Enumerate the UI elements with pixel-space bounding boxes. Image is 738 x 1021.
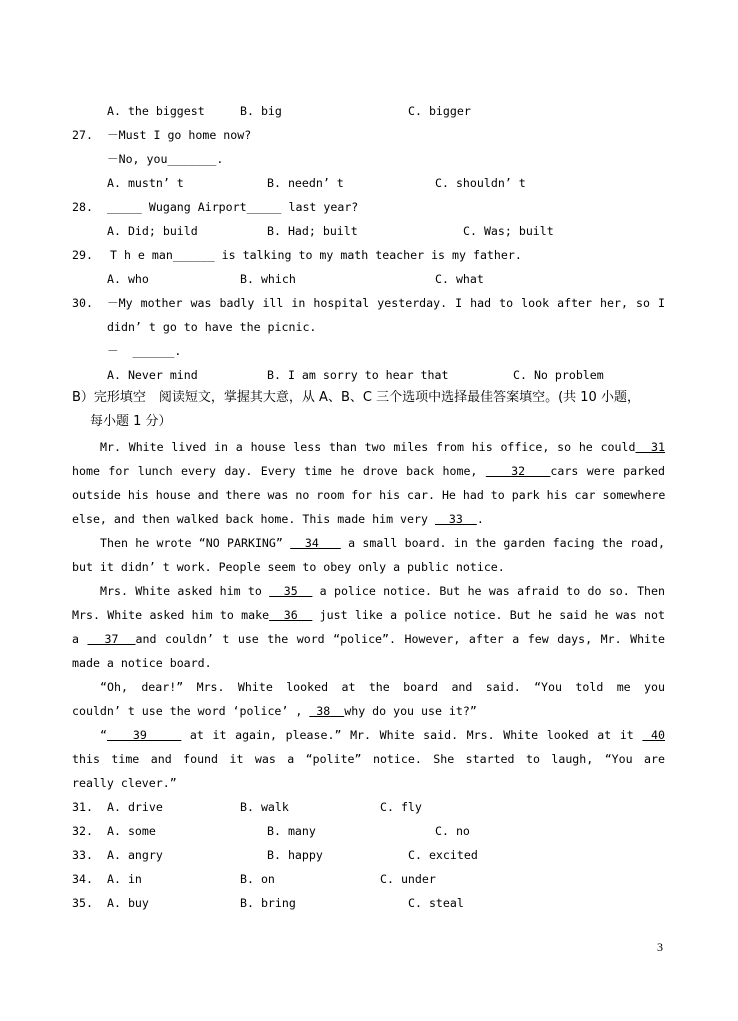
option-b: B. on (240, 872, 275, 886)
answer-blank: 31 (635, 440, 666, 454)
answer-blank: 39 (106, 728, 182, 742)
passage-line (100, 583, 665, 599)
choice-row (0, 823, 738, 839)
answer-blank: _______ (167, 152, 217, 166)
option-c: C. steal (408, 896, 464, 910)
passage-text: at it again, please.” Mr. White said. Mrs. White looked at it (181, 728, 643, 742)
answer-prefix: －No, you (107, 152, 168, 166)
option-a: A. some (107, 824, 156, 838)
passage-text: Then he wrote “NO PARKING” (100, 536, 291, 550)
question-number: 27. (72, 128, 93, 142)
passage-text: couldn’ t use the word ‘police’ , (72, 704, 310, 718)
option-a: A. Never mind (107, 368, 198, 382)
answer-line: － ______. (107, 344, 182, 358)
option-b: B. big (240, 104, 282, 118)
passage-text: . (476, 512, 484, 526)
question-number: 30. (72, 296, 93, 310)
passage-text: just like a police notice. But he said he was not (312, 608, 665, 622)
choice-row (0, 847, 738, 863)
question-text: T h e man______ is talking to my math teacher is my father. (110, 248, 522, 262)
question-number: 29. (72, 248, 93, 262)
option-a: A. who (107, 272, 149, 286)
option-b: B. needn’ t (267, 176, 344, 190)
passage-text: and couldn’ t use the word “police”. However, after a few days, Mr. White (135, 632, 665, 646)
passage-text: really clever.” (72, 776, 177, 790)
option-b: B. which (240, 272, 296, 286)
q27-options (0, 175, 738, 191)
option-c: C. No problem (513, 368, 604, 382)
option-c: C. what (435, 272, 484, 286)
choice-row (0, 871, 738, 887)
option-a: A. mustn’ t (107, 176, 184, 190)
question-number: 28. (72, 200, 93, 214)
passage-text: this time and found it was a “polite” notice. She started to laugh, “You are (72, 752, 665, 766)
passage-text: cars were parked (550, 464, 665, 478)
passage-line (72, 487, 665, 503)
q26-options (0, 103, 738, 119)
choice-row (0, 895, 738, 911)
answer-blank: 33 (434, 512, 477, 526)
option-a: A. in (107, 872, 142, 886)
q29-options (0, 271, 738, 287)
option-c: C. excited (408, 848, 478, 862)
passage-text: but it didn’ t work. People seem to obey only a public notice. (72, 560, 505, 574)
page-number: 3 (657, 940, 663, 954)
passage-text: Mrs. White asked him to make (72, 608, 270, 622)
option-a: A. the biggest (107, 104, 205, 118)
question-text: －My mother was badly ill in hospital yesterday. I had to look after her, so I (107, 296, 665, 310)
answer-line (107, 151, 223, 167)
passage-line (72, 607, 665, 623)
section-heading-continued: 每小题 1 分） (90, 414, 172, 429)
passage-text: home for lunch every day. Every time he drove back home, (72, 464, 486, 478)
answer-blank: 35 (269, 584, 313, 598)
option-b: B. happy (267, 848, 323, 862)
option-c: C. shouldn’ t (435, 176, 526, 190)
answer-blank: 36 (269, 608, 313, 622)
passage-text: Mr. White lived in a house less than two miles from his office, so he could (100, 440, 636, 454)
option-b: B. many (267, 824, 316, 838)
option-b: B. I am sorry to hear that (267, 368, 449, 382)
answer-blank: 38 (309, 704, 345, 718)
passage-text: Mrs. White asked him to (100, 584, 270, 598)
q30-options (0, 367, 738, 383)
passage-line (72, 703, 477, 719)
passage-line (100, 535, 665, 551)
option-c: C. under (380, 872, 436, 886)
section-heading: B）完形填空 阅读短文，掌握其大意，从 A、B、C 三个选项中选择最佳答案填空。(共 10 小题， (72, 390, 640, 405)
passage-line (72, 511, 484, 527)
passage-line (72, 559, 505, 575)
question-text-continued: didn’ t go to have the picnic. (107, 320, 317, 334)
option-c: C. no (435, 824, 470, 838)
answer-suffix: . (216, 152, 224, 166)
question-number: 32. (72, 824, 93, 838)
question-number: 31. (72, 800, 93, 814)
question-number: 33. (72, 848, 93, 862)
answer-blank: 40 (642, 728, 665, 742)
passage-line (100, 679, 665, 695)
option-a: A. angry (107, 848, 163, 862)
option-c: C. bigger (408, 104, 471, 118)
passage-text: else, and then walked back home. This made him very (72, 512, 435, 526)
passage-text: a small board. in the garden facing the road, (340, 536, 665, 550)
choice-row (0, 799, 738, 815)
passage-text: why do you use it?” (344, 704, 477, 718)
q28-options (0, 223, 738, 239)
passage-text: outside his house and there was no room for his car. He had to park his car somewhere (72, 488, 666, 502)
answer-blank: 37 (87, 632, 136, 646)
passage-line (72, 775, 177, 791)
passage-line (72, 463, 665, 479)
passage-text: made a notice board. (72, 656, 212, 670)
passage-line (72, 751, 665, 767)
passage-text: “Oh, dear!” Mrs. White looked at the board and said. “You told me you (100, 680, 665, 694)
passage-line (72, 655, 212, 671)
passage-text: a (72, 632, 88, 646)
option-c: C. fly (380, 800, 422, 814)
option-b: B. bring (240, 896, 296, 910)
passage-line (72, 631, 665, 647)
question-text: _____ Wugang Airport_____ last year? (107, 200, 359, 214)
passage-text: “ (100, 728, 107, 742)
option-a: A. buy (107, 896, 149, 910)
passage-line (100, 439, 665, 455)
answer-blank: 34 (290, 536, 341, 550)
question-text: －Must I go home now? (107, 128, 252, 142)
option-c: C. Was; built (463, 224, 554, 238)
passage-line (100, 727, 665, 743)
question-number: 35. (72, 896, 93, 910)
option-a: A. drive (107, 800, 163, 814)
passage-text: a police notice. But he was afraid to do so. Then (312, 584, 665, 598)
option-b: B. Had; built (267, 224, 358, 238)
option-b: B. walk (240, 800, 289, 814)
question-number: 34. (72, 872, 93, 886)
answer-blank: 32 (485, 464, 551, 478)
option-a: A. Did; build (107, 224, 198, 238)
